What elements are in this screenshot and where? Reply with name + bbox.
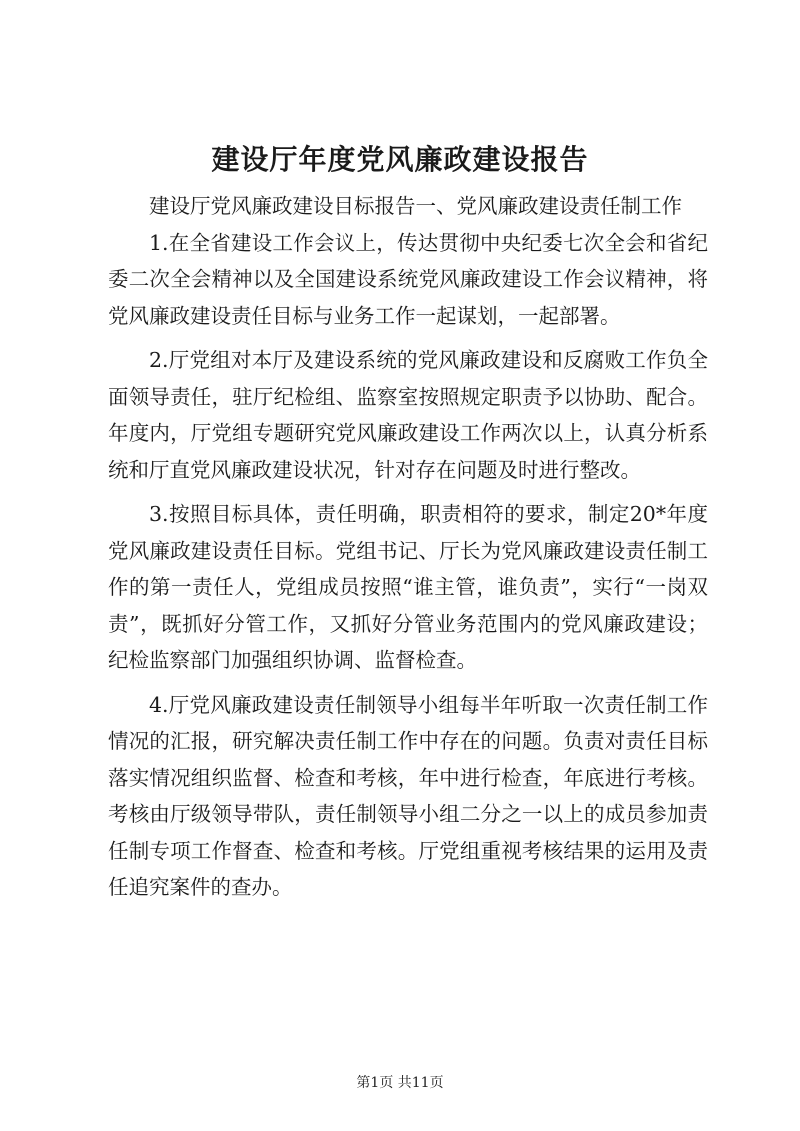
page-number-indicator: 第1页 共11页 — [356, 1075, 444, 1091]
paragraph-item-1: 1.在全省建设工作会议上，传达贯彻中央纪委七次全会和省纪委二次全会精神以及全国建设系统党风廉政建设工作会议精神，将党风廉政建设责任目标与业务工作一起谋划，一起部署。 — [108, 230, 708, 328]
paragraph-item-3: 3.按照目标具体，责任明确，职责相符的要求，制定20*年度党风廉政建设责任目标。党组书记、厅长为党风廉政建设责任制工作的第一责任人，党组成员按照“谁主管，谁负责”，实行“一岗双责”，既抓好分管工作，又抓好分管业务范围内的党风廉政建设；纪检监察部门加强组织协调、监督检查。 — [108, 502, 708, 672]
document-title: 建设厅年度党风廉政建设报告 — [211, 143, 589, 176]
paragraph-item-4: 4.厅党风廉政建设责任制领导小组每半年听取一次责任制工作情况的汇报，研究解决责任制工作中存在的问题。负责对责任目标落实情况组织监督、检查和考核，年中进行检查，年底进行考核。考核由厅级领导带队，责任制领导小组二分之一以上的成员参加责任制专项工作督查、检查和考核。厅党组重视考核结果的运用及责任追究案件的查办。 — [108, 692, 708, 899]
paragraph-intro: 建设厅党风廉政建设目标报告一、党风廉政建设责任制工作 — [149, 194, 682, 218]
document-body — [108, 188, 708, 906]
paragraph-item-2: 2.厅党组对本厅及建设系统的党风廉政建设和反腐败工作负全面领导责任，驻厅纪检组、监察室按照规定职责予以协助、配合。年度内，厅党组专题研究党风廉政建设工作两次以上，认真分析系统和厅直党风廉政建设状况，针对存在问题及时进行整改。 — [108, 348, 708, 482]
page-footer — [0, 1073, 800, 1093]
